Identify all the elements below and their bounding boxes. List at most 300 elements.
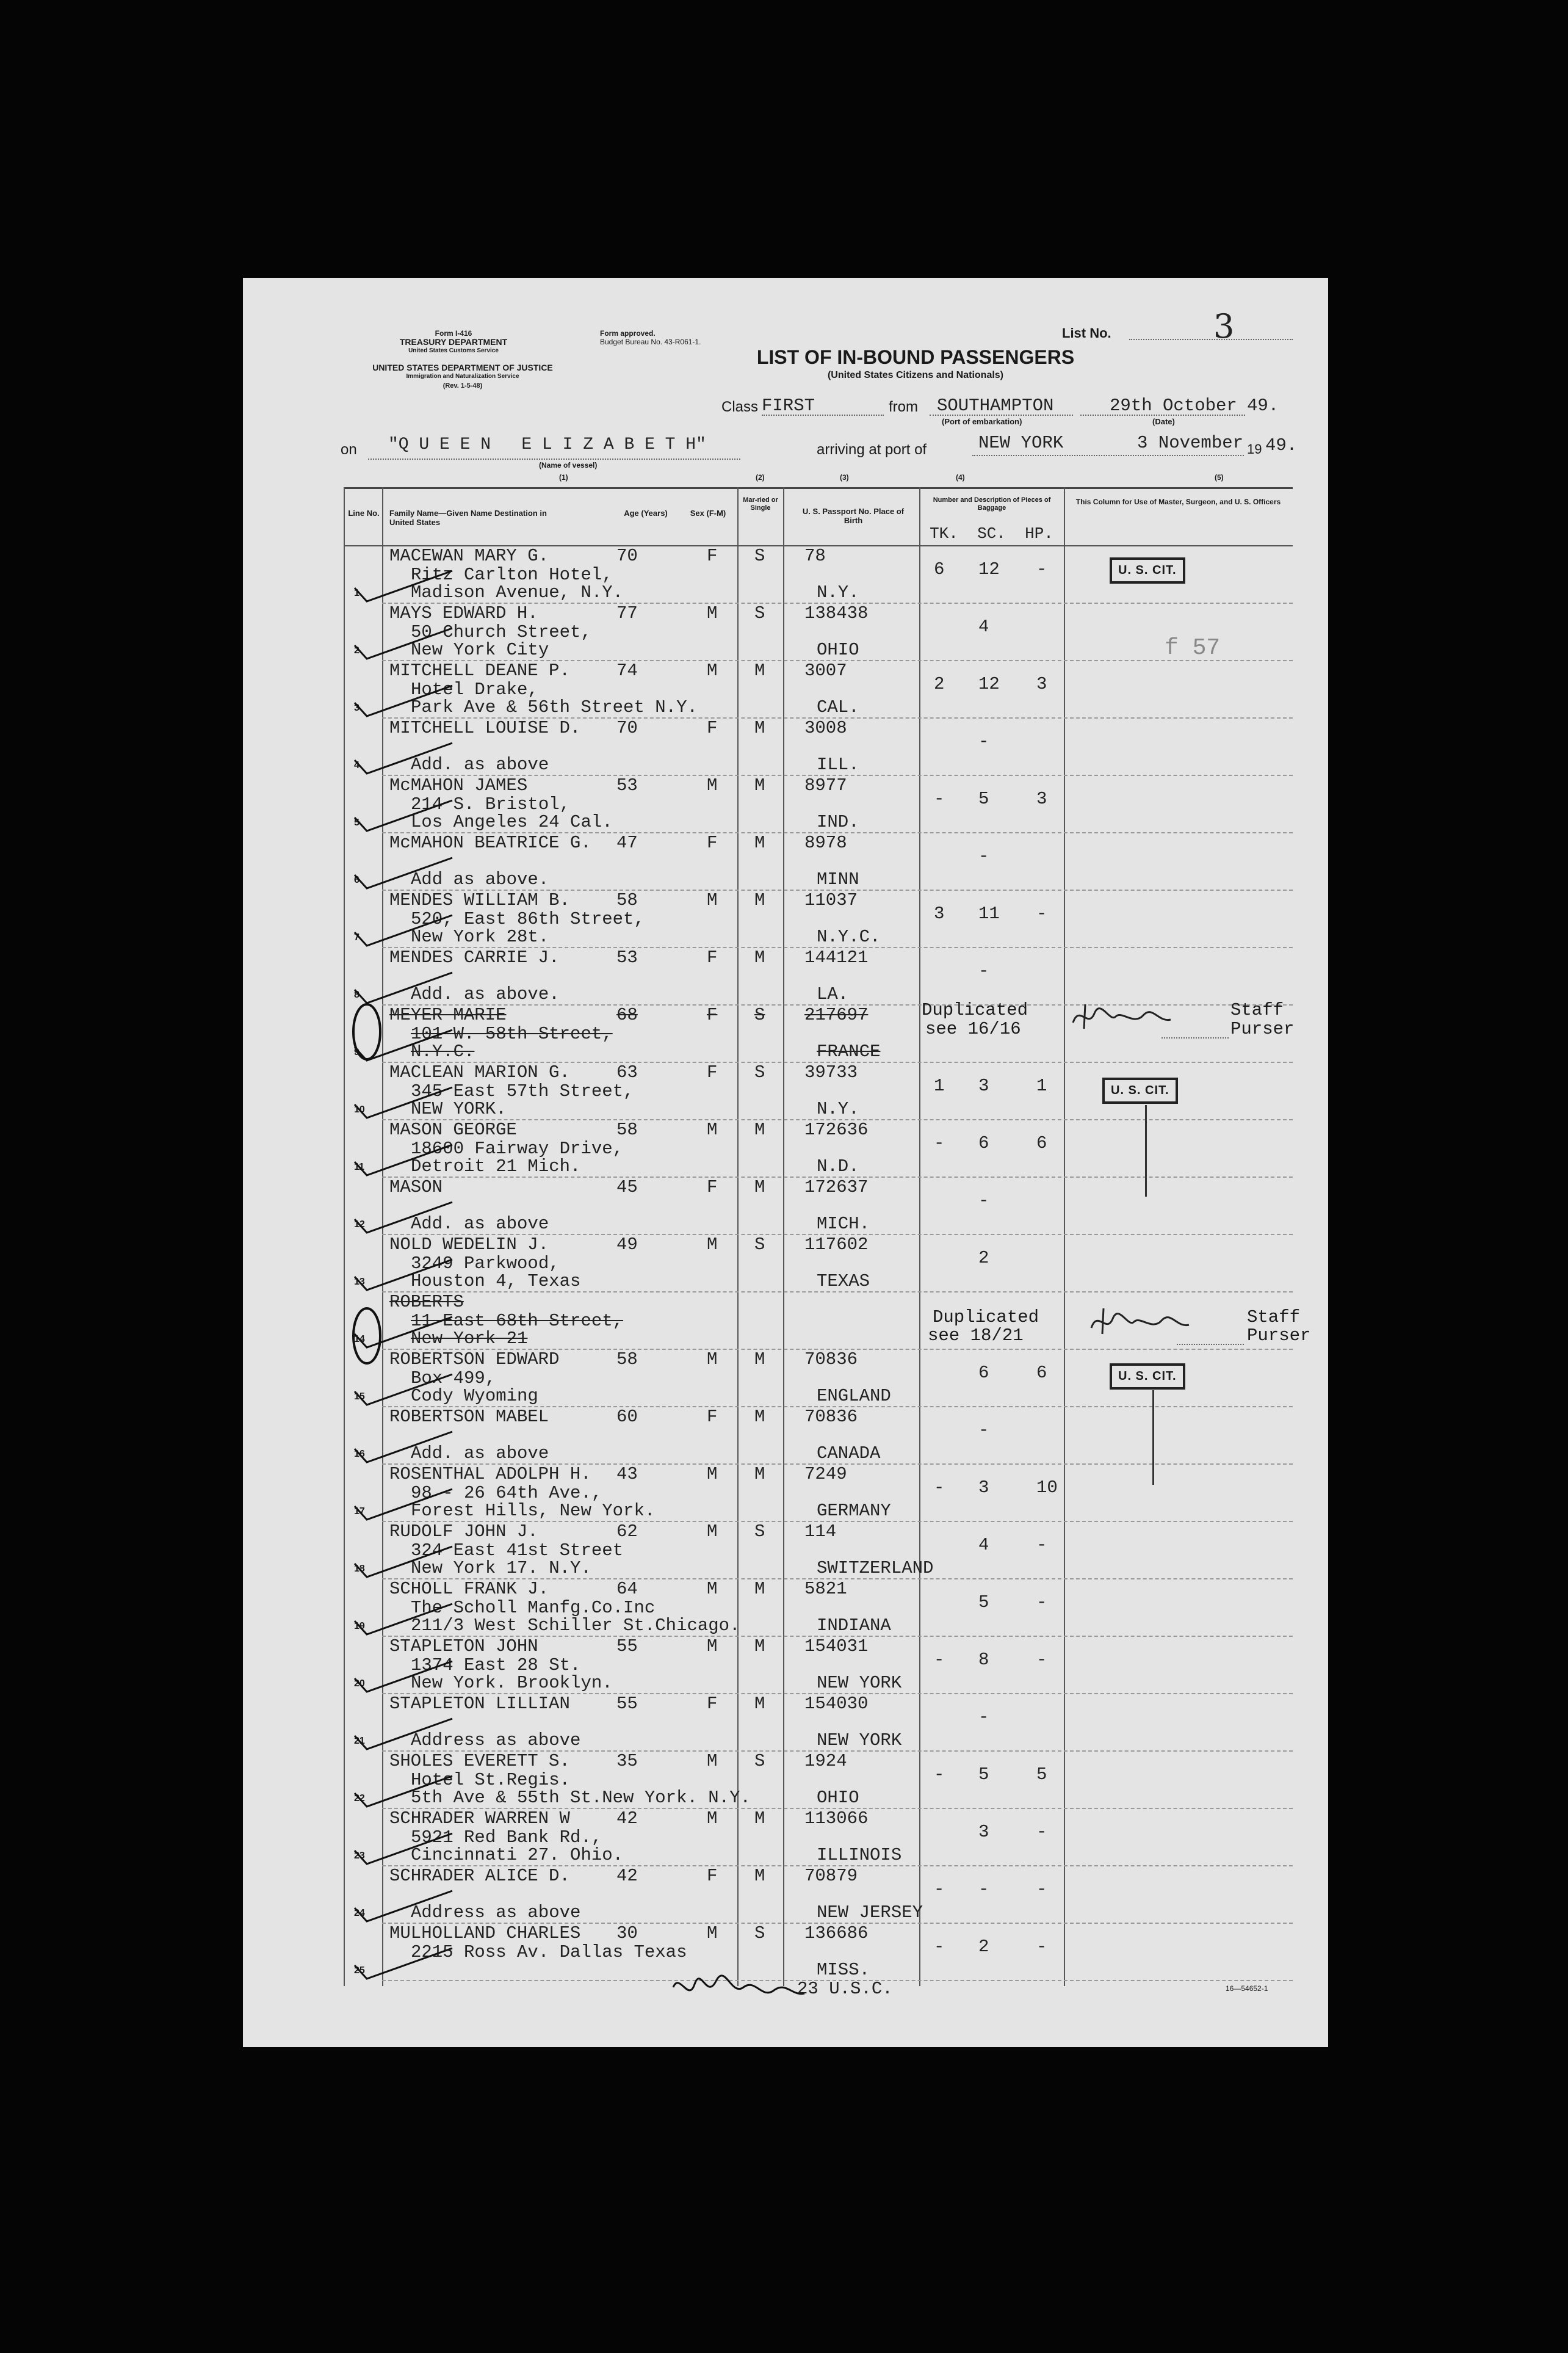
class-value: FIRST: [762, 396, 815, 416]
justice-label: UNITED STATES DEPARTMENT OF JUSTICE: [372, 363, 553, 372]
place-of-birth: CAL.: [817, 697, 859, 717]
marital-status: S: [754, 1923, 765, 1943]
sex: M: [707, 1464, 718, 1484]
baggage-handpieces: -: [1036, 904, 1047, 924]
address-line-1: Box 499,: [411, 1368, 496, 1388]
passenger-name: STAPLETON JOHN: [389, 1636, 538, 1656]
baggage-suitcases: 12: [978, 674, 1000, 694]
sex: M: [707, 1636, 718, 1656]
baggage-suitcases: -: [978, 1420, 989, 1440]
address-line-2: New York 28t.: [411, 927, 549, 947]
baggage-suitcases: -: [978, 961, 989, 981]
baggage-handpieces: 3: [1036, 674, 1047, 694]
vessel-caption: (Name of vessel): [539, 461, 598, 470]
circle-mark: [345, 998, 388, 1065]
passenger-name: NOLD WEDELIN J.: [389, 1235, 549, 1255]
address-line-1: Hotel Drake,: [411, 680, 538, 700]
check-mark: [352, 1086, 455, 1123]
baggage-trunks: -: [934, 1879, 945, 1899]
baggage-suitcases: 6: [978, 1133, 989, 1153]
baggage-suitcases: -: [978, 846, 989, 866]
age: 45: [616, 1177, 638, 1197]
passenger-name: SCHOLL FRANK J.: [389, 1579, 549, 1599]
line-number: 6: [354, 875, 359, 885]
passenger-name: ROSENTHAL ADOLPH H.: [389, 1464, 591, 1484]
check-mark: [352, 1430, 455, 1467]
place-of-birth: MICH.: [817, 1214, 870, 1234]
line-number: 24: [354, 1908, 365, 1918]
marital-status: S: [754, 1235, 765, 1255]
date-caption: (Date): [1152, 417, 1175, 426]
baggage-suitcases: 12: [978, 559, 1000, 579]
sex: M: [707, 1235, 718, 1255]
line-number: 25: [354, 1965, 365, 1976]
header-sex: Sex (F-M): [690, 509, 726, 518]
address-line-2: Add. as above: [411, 755, 549, 775]
baggage-suitcases: 2: [978, 1248, 989, 1268]
address-line-2: Park Ave & 56th Street N.Y.: [411, 697, 698, 717]
baggage-suitcases: 6: [978, 1363, 989, 1383]
treasury-label: TREASURY DEPARTMENT: [399, 337, 508, 347]
marital-status: M: [754, 1579, 765, 1599]
address-line-1: 5921 Red Bank Rd.,: [411, 1827, 602, 1847]
passenger-name: SCHRADER ALICE D.: [389, 1866, 570, 1886]
age: 63: [616, 1062, 638, 1082]
form-number: Form I-416: [435, 329, 472, 338]
check-mark: [352, 1258, 455, 1295]
passport-number: 172636: [804, 1120, 869, 1140]
place-of-birth: INDIANA: [817, 1615, 891, 1636]
sex: M: [707, 1120, 718, 1140]
departure-date: 29th October: [1110, 396, 1237, 416]
header-passport: U. S. Passport No. Place of Birth: [802, 507, 905, 525]
marital-status: M: [754, 718, 765, 738]
col-num-1: (1): [559, 473, 568, 482]
passport-number: 3008: [804, 718, 847, 738]
class-label: Class: [721, 399, 759, 415]
sex: M: [707, 775, 718, 796]
check-mark: [352, 1488, 455, 1525]
line-number: 12: [354, 1219, 365, 1230]
col-num-5: (5): [1215, 473, 1224, 482]
place-of-birth: CANADA: [817, 1443, 881, 1463]
marital-status: M: [754, 948, 765, 968]
check-mark: [352, 1660, 455, 1697]
baggage-suitcases: 3: [978, 1822, 989, 1842]
passport-number: 117602: [804, 1235, 869, 1255]
age: 77: [616, 603, 638, 623]
address-line-1: 18600 Fairway Drive,: [411, 1139, 624, 1159]
baggage-suitcases: -: [978, 1191, 989, 1211]
address-line-1: Hotel St.Regis.: [411, 1770, 571, 1790]
us-cit-stamp: U. S. CIT.: [1110, 1363, 1185, 1390]
passport-number: 172637: [804, 1177, 869, 1197]
passport-number: 39733: [804, 1062, 858, 1082]
place-of-birth: ILLINOIS: [817, 1845, 902, 1865]
passport-number: 11037: [804, 890, 858, 910]
arrival-year-prefix: 19: [1247, 441, 1262, 457]
passport-number: 1924: [804, 1751, 847, 1771]
line-number: 23: [354, 1851, 365, 1861]
age: 53: [616, 775, 638, 796]
baggage-trunks: -: [934, 1650, 945, 1670]
place-of-birth: N.Y.: [817, 1099, 859, 1119]
sex: M: [707, 1808, 718, 1829]
baggage-trunks: 1: [934, 1076, 945, 1096]
address-line-2: Houston 4, Texas: [411, 1271, 581, 1291]
sex: F: [707, 948, 718, 968]
address-line-2: New York. Brooklyn.: [411, 1673, 613, 1693]
age: 68: [616, 1005, 638, 1025]
check-mark: [352, 1144, 455, 1180]
passport-number: 114: [804, 1521, 837, 1542]
age: 47: [616, 833, 638, 853]
address-line-1: Ritz Carlton Hotel,: [411, 565, 613, 585]
check-mark: [352, 684, 455, 721]
baggage-handpieces: -: [1036, 559, 1047, 579]
age: 70: [616, 718, 638, 738]
marital-status: S: [754, 1521, 765, 1542]
age: 60: [616, 1407, 638, 1427]
footer-signature: [670, 1969, 811, 2012]
place-of-birth: LA.: [817, 984, 849, 1004]
marital-status: M: [754, 890, 765, 910]
address-line-1: 214 S. Bristol,: [411, 794, 571, 814]
passport-number: 138438: [804, 603, 869, 623]
address-line-2: New York 21: [411, 1329, 528, 1349]
baggage-trunks: 2: [934, 674, 945, 694]
sex: M: [707, 661, 718, 681]
baggage-handpieces: -: [1036, 1535, 1047, 1555]
marital-status: M: [754, 1694, 765, 1714]
line-number: 2: [354, 645, 359, 656]
list-no-value: 3: [1213, 307, 1235, 346]
passenger-name: ROBERTSON MABEL: [389, 1407, 549, 1427]
baggage-trunks: -: [934, 1133, 945, 1153]
place-of-birth: OHIO: [817, 1788, 859, 1808]
arriving-label: arriving at port of: [817, 441, 927, 458]
passport-number: 8977: [804, 775, 847, 796]
revision-label: (Rev. 1-5-48): [443, 382, 483, 390]
age: 74: [616, 661, 638, 681]
duplicate-role-1a: Staff: [1230, 1000, 1284, 1020]
address-line-2: 211/3 West Schiller St.Chicago.: [411, 1615, 740, 1636]
line-number: 8: [354, 990, 359, 1000]
signature-1: [1067, 998, 1177, 1035]
marital-status: S: [754, 1751, 765, 1771]
check-mark: [352, 857, 455, 893]
address-line-1: 2215 Ross Av. Dallas Texas: [411, 1942, 687, 1962]
baggage-trunks: 3: [934, 904, 945, 924]
departure-year: 49.: [1247, 396, 1279, 416]
passenger-name: SHOLES EVERETT S.: [389, 1751, 570, 1771]
baggage-handpieces: 6: [1036, 1133, 1047, 1153]
baggage-handpieces: 10: [1036, 1477, 1058, 1498]
baggage-trunks: -: [934, 789, 945, 809]
baggage-trunks: -: [934, 1937, 945, 1957]
age: 55: [616, 1636, 638, 1656]
passport-number: 70879: [804, 1866, 858, 1886]
us-cit-stamp: U. S. CIT.: [1110, 557, 1185, 584]
passenger-name: MULHOLLAND CHARLES: [389, 1923, 581, 1943]
header-line-no: Line No.: [348, 509, 380, 518]
baggage-suitcases: 4: [978, 617, 989, 637]
address-line-2: Cincinnati 27. Ohio.: [411, 1845, 624, 1865]
baggage-handpieces: 6: [1036, 1363, 1047, 1383]
baggage-trunks: -: [934, 1477, 945, 1498]
passport-number: 136686: [804, 1923, 869, 1943]
address-line-2: Add. as above: [411, 1443, 549, 1463]
passenger-name: RUDOLF JOHN J.: [389, 1521, 538, 1542]
address-line-1: 1374 East 28 St.: [411, 1655, 581, 1675]
passenger-name: MEYER MARIE: [389, 1005, 507, 1025]
address-line-2: Detroit 21 Mich.: [411, 1156, 581, 1176]
baggage-handpieces: -: [1036, 1937, 1047, 1957]
header-name: Family Name—Given Name Destination in United States: [389, 509, 547, 527]
footer-text: 23 U.S.C.: [797, 1979, 893, 1999]
line-number: 21: [354, 1736, 365, 1746]
check-mark: [352, 1717, 455, 1754]
check-mark: [352, 1545, 455, 1582]
marital-status: M: [754, 1866, 765, 1886]
arrival-port: NEW YORK: [978, 433, 1064, 453]
sex: M: [707, 1579, 718, 1599]
place-of-birth: MISS.: [817, 1960, 870, 1980]
marital-status: M: [754, 661, 765, 681]
header-baggage-sub: TK. SC. HP.: [930, 524, 1053, 543]
check-mark: [352, 1775, 455, 1811]
place-of-birth: NEW YORK: [817, 1730, 902, 1750]
sex: M: [707, 603, 718, 623]
marital-status: M: [754, 1636, 765, 1656]
baggage-suitcases: 3: [978, 1076, 989, 1096]
passport-number: 8978: [804, 833, 847, 853]
age: 64: [616, 1579, 638, 1599]
place-of-birth: FRANCE: [817, 1042, 881, 1062]
address-line-1: 520, East 86th Street,: [411, 909, 645, 929]
footer-code: 16—54652-1: [1226, 1984, 1268, 1993]
age: 35: [616, 1751, 638, 1771]
baggage-suitcases: 5: [978, 1764, 989, 1785]
baggage-suitcases: -: [978, 731, 989, 752]
age: 62: [616, 1521, 638, 1542]
passport-number: 154031: [804, 1636, 869, 1656]
address-line-1: 3249 Parkwood,: [411, 1253, 560, 1274]
budget-number: Budget Bureau No. 43-R061-1.: [600, 338, 701, 346]
place-of-birth: ENGLAND: [817, 1386, 891, 1406]
passenger-name: MACLEAN MARION G.: [389, 1062, 570, 1082]
place-of-birth: OHIO: [817, 640, 859, 660]
check-mark: [352, 627, 455, 664]
header-age: Age (Years): [624, 509, 668, 518]
arrival-date: 3 November: [1137, 433, 1244, 453]
address-line-2: Add. as above.: [411, 984, 560, 1004]
line-number: 7: [354, 932, 359, 943]
place-of-birth: SWITZERLAND: [817, 1558, 934, 1578]
address-line-2: New York 17. N.Y.: [411, 1558, 591, 1578]
marital-status: M: [754, 1407, 765, 1427]
address-line-2: 5th Ave & 55th St.New York. N.Y.: [411, 1788, 751, 1808]
stray-mark: f 57: [1165, 635, 1221, 661]
sex: M: [707, 890, 718, 910]
duplicate-note-2a: Duplicated: [933, 1307, 1039, 1327]
passenger-name: MITCHELL DEANE P.: [389, 661, 570, 681]
immigration-label: Immigration and Naturalization Service: [406, 373, 519, 380]
line-number: 14: [354, 1334, 365, 1344]
check-mark: [352, 1603, 455, 1639]
check-mark: [352, 1890, 455, 1926]
col-num-3: (3): [840, 473, 849, 482]
place-of-birth: TEXAS: [817, 1271, 870, 1291]
duplicate-note-1b: see 16/16: [925, 1019, 1021, 1039]
passenger-name: MACEWAN MARY G.: [389, 546, 549, 566]
baggage-handpieces: -: [1036, 1650, 1047, 1670]
place-of-birth: ILL.: [817, 755, 859, 775]
age: 30: [616, 1923, 638, 1943]
passenger-name: McMAHON BEATRICE G.: [389, 833, 591, 853]
marital-status: M: [754, 775, 765, 796]
line-number: 16: [354, 1449, 365, 1459]
address-line-2: NEW YORK.: [411, 1099, 507, 1119]
address-line-2: Forest Hills, New York.: [411, 1501, 656, 1521]
line-number: 22: [354, 1793, 365, 1804]
duplicate-role-2a: Staff: [1247, 1307, 1301, 1327]
baggage-suitcases: 11: [978, 904, 1000, 924]
line-number: 9: [354, 1047, 359, 1057]
on-label: on: [341, 441, 357, 458]
passenger-manifest-sheet: [243, 278, 1328, 2047]
page-title: LIST OF IN-BOUND PASSENGERS: [756, 346, 1075, 368]
baggage-suitcases: 3: [978, 1477, 989, 1498]
form-approved: Form approved.: [600, 329, 656, 338]
line-number: 17: [354, 1506, 365, 1517]
passenger-name: McMAHON JAMES: [389, 775, 528, 796]
passenger-name: SCHRADER WARREN W: [389, 1808, 570, 1829]
sex: F: [707, 1866, 718, 1886]
marital-status: S: [754, 546, 765, 566]
address-line-2: Address as above: [411, 1730, 581, 1750]
check-mark: [352, 742, 455, 778]
baggage-suitcases: 4: [978, 1535, 989, 1555]
baggage-handpieces: 5: [1036, 1764, 1047, 1785]
line-number: 11: [354, 1162, 364, 1172]
header-officers: This Column for Use of Master, Surgeon, and U. S. Officers: [1075, 498, 1281, 506]
col-num-2: (2): [756, 473, 765, 482]
address-line-2: Los Angeles 24 Cal.: [411, 812, 613, 832]
check-mark: [352, 914, 455, 951]
passport-number: 154030: [804, 1694, 869, 1714]
passport-number: 5821: [804, 1579, 847, 1599]
passenger-name: MAYS EDWARD H.: [389, 603, 538, 623]
baggage-suitcases: 2: [978, 1937, 989, 1957]
marital-status: M: [754, 1349, 765, 1369]
baggage-trunks: -: [934, 1764, 945, 1785]
place-of-birth: N.Y.C.: [817, 927, 881, 947]
col-num-4: (4): [956, 473, 965, 482]
from-label: from: [889, 399, 918, 415]
sex: F: [707, 546, 718, 566]
passenger-name: MASON: [389, 1177, 443, 1197]
line-number: 13: [354, 1277, 365, 1287]
address-line-2: Add as above.: [411, 869, 549, 890]
passenger-name: ROBERTS: [389, 1292, 464, 1312]
passenger-name: MASON GEORGE: [389, 1120, 517, 1140]
place-of-birth: N.Y.: [817, 582, 859, 603]
line-number: 3: [354, 703, 359, 713]
passenger-name: MENDES WILLIAM B.: [389, 890, 570, 910]
address-line-2: Cody Wyoming: [411, 1386, 538, 1406]
line-number: 19: [354, 1621, 365, 1631]
sex: F: [707, 1694, 718, 1714]
from-value: SOUTHAMPTON: [937, 396, 1054, 416]
age: 42: [616, 1808, 638, 1829]
check-mark: [352, 1373, 455, 1410]
baggage-trunks: 6: [934, 559, 945, 579]
passport-number: 78: [804, 546, 826, 566]
line-number: 1: [354, 588, 359, 598]
sex: F: [707, 1407, 718, 1427]
sex: F: [707, 1005, 718, 1025]
page-subtitle: (United States Citizens and Nationals): [827, 370, 1004, 380]
signature-2: [1085, 1303, 1195, 1340]
address-line-1: 98 - 26 64th Ave.,: [411, 1483, 602, 1503]
passport-number: 70836: [804, 1407, 858, 1427]
port-caption: (Port of embarkation): [942, 417, 1022, 426]
baggage-handpieces: -: [1036, 1879, 1047, 1899]
check-mark: [352, 1947, 455, 1984]
place-of-birth: MINN: [817, 869, 859, 890]
line-number: 10: [354, 1104, 365, 1115]
place-of-birth: NEW JERSEY: [817, 1902, 923, 1923]
baggage-handpieces: -: [1036, 1822, 1047, 1842]
header-baggage: Number and Description of Pieces of Baggage: [933, 496, 1051, 512]
age: 55: [616, 1694, 638, 1714]
baggage-suitcases: 5: [978, 789, 989, 809]
sex: F: [707, 833, 718, 853]
address-line-1: 324 East 41st Street: [411, 1540, 624, 1561]
duplicate-note-2b: see 18/21: [928, 1325, 1024, 1346]
list-no-label: List No.: [1062, 325, 1111, 341]
place-of-birth: NEW YORK: [817, 1673, 902, 1693]
marital-status: M: [754, 833, 765, 853]
address-line-2: N.Y.C.: [411, 1042, 475, 1062]
baggage-suitcases: 5: [978, 1592, 989, 1612]
age: 70: [616, 546, 638, 566]
arrival-year: 49.: [1265, 435, 1298, 455]
baggage-suitcases: -: [978, 1879, 989, 1899]
address-line-2: New York City: [411, 640, 549, 660]
address-line-1: 101 W. 58th Street,: [411, 1024, 613, 1044]
marital-status: M: [754, 1177, 765, 1197]
duplicate-role-1b: Purser: [1230, 1019, 1295, 1039]
address-line-1: 345 East 57th Street,: [411, 1081, 634, 1101]
baggage-suitcases: 8: [978, 1650, 989, 1670]
age: 58: [616, 1120, 638, 1140]
check-mark: [352, 799, 455, 836]
address-line-2: Add. as above: [411, 1214, 549, 1234]
line-number: 5: [354, 818, 359, 828]
baggage-handpieces: 1: [1036, 1076, 1047, 1096]
age: 42: [616, 1866, 638, 1886]
age: 58: [616, 890, 638, 910]
address-line-1: 50 Church Street,: [411, 622, 591, 642]
passenger-name: MENDES CARRIE J.: [389, 948, 560, 968]
passenger-name: ROBERTSON EDWARD: [389, 1349, 560, 1369]
us-cit-stamp: U. S. CIT.: [1102, 1078, 1178, 1104]
line-number: 15: [354, 1391, 365, 1402]
place-of-birth: GERMANY: [817, 1501, 891, 1521]
duplicate-note-1a: Duplicated: [922, 1000, 1028, 1020]
